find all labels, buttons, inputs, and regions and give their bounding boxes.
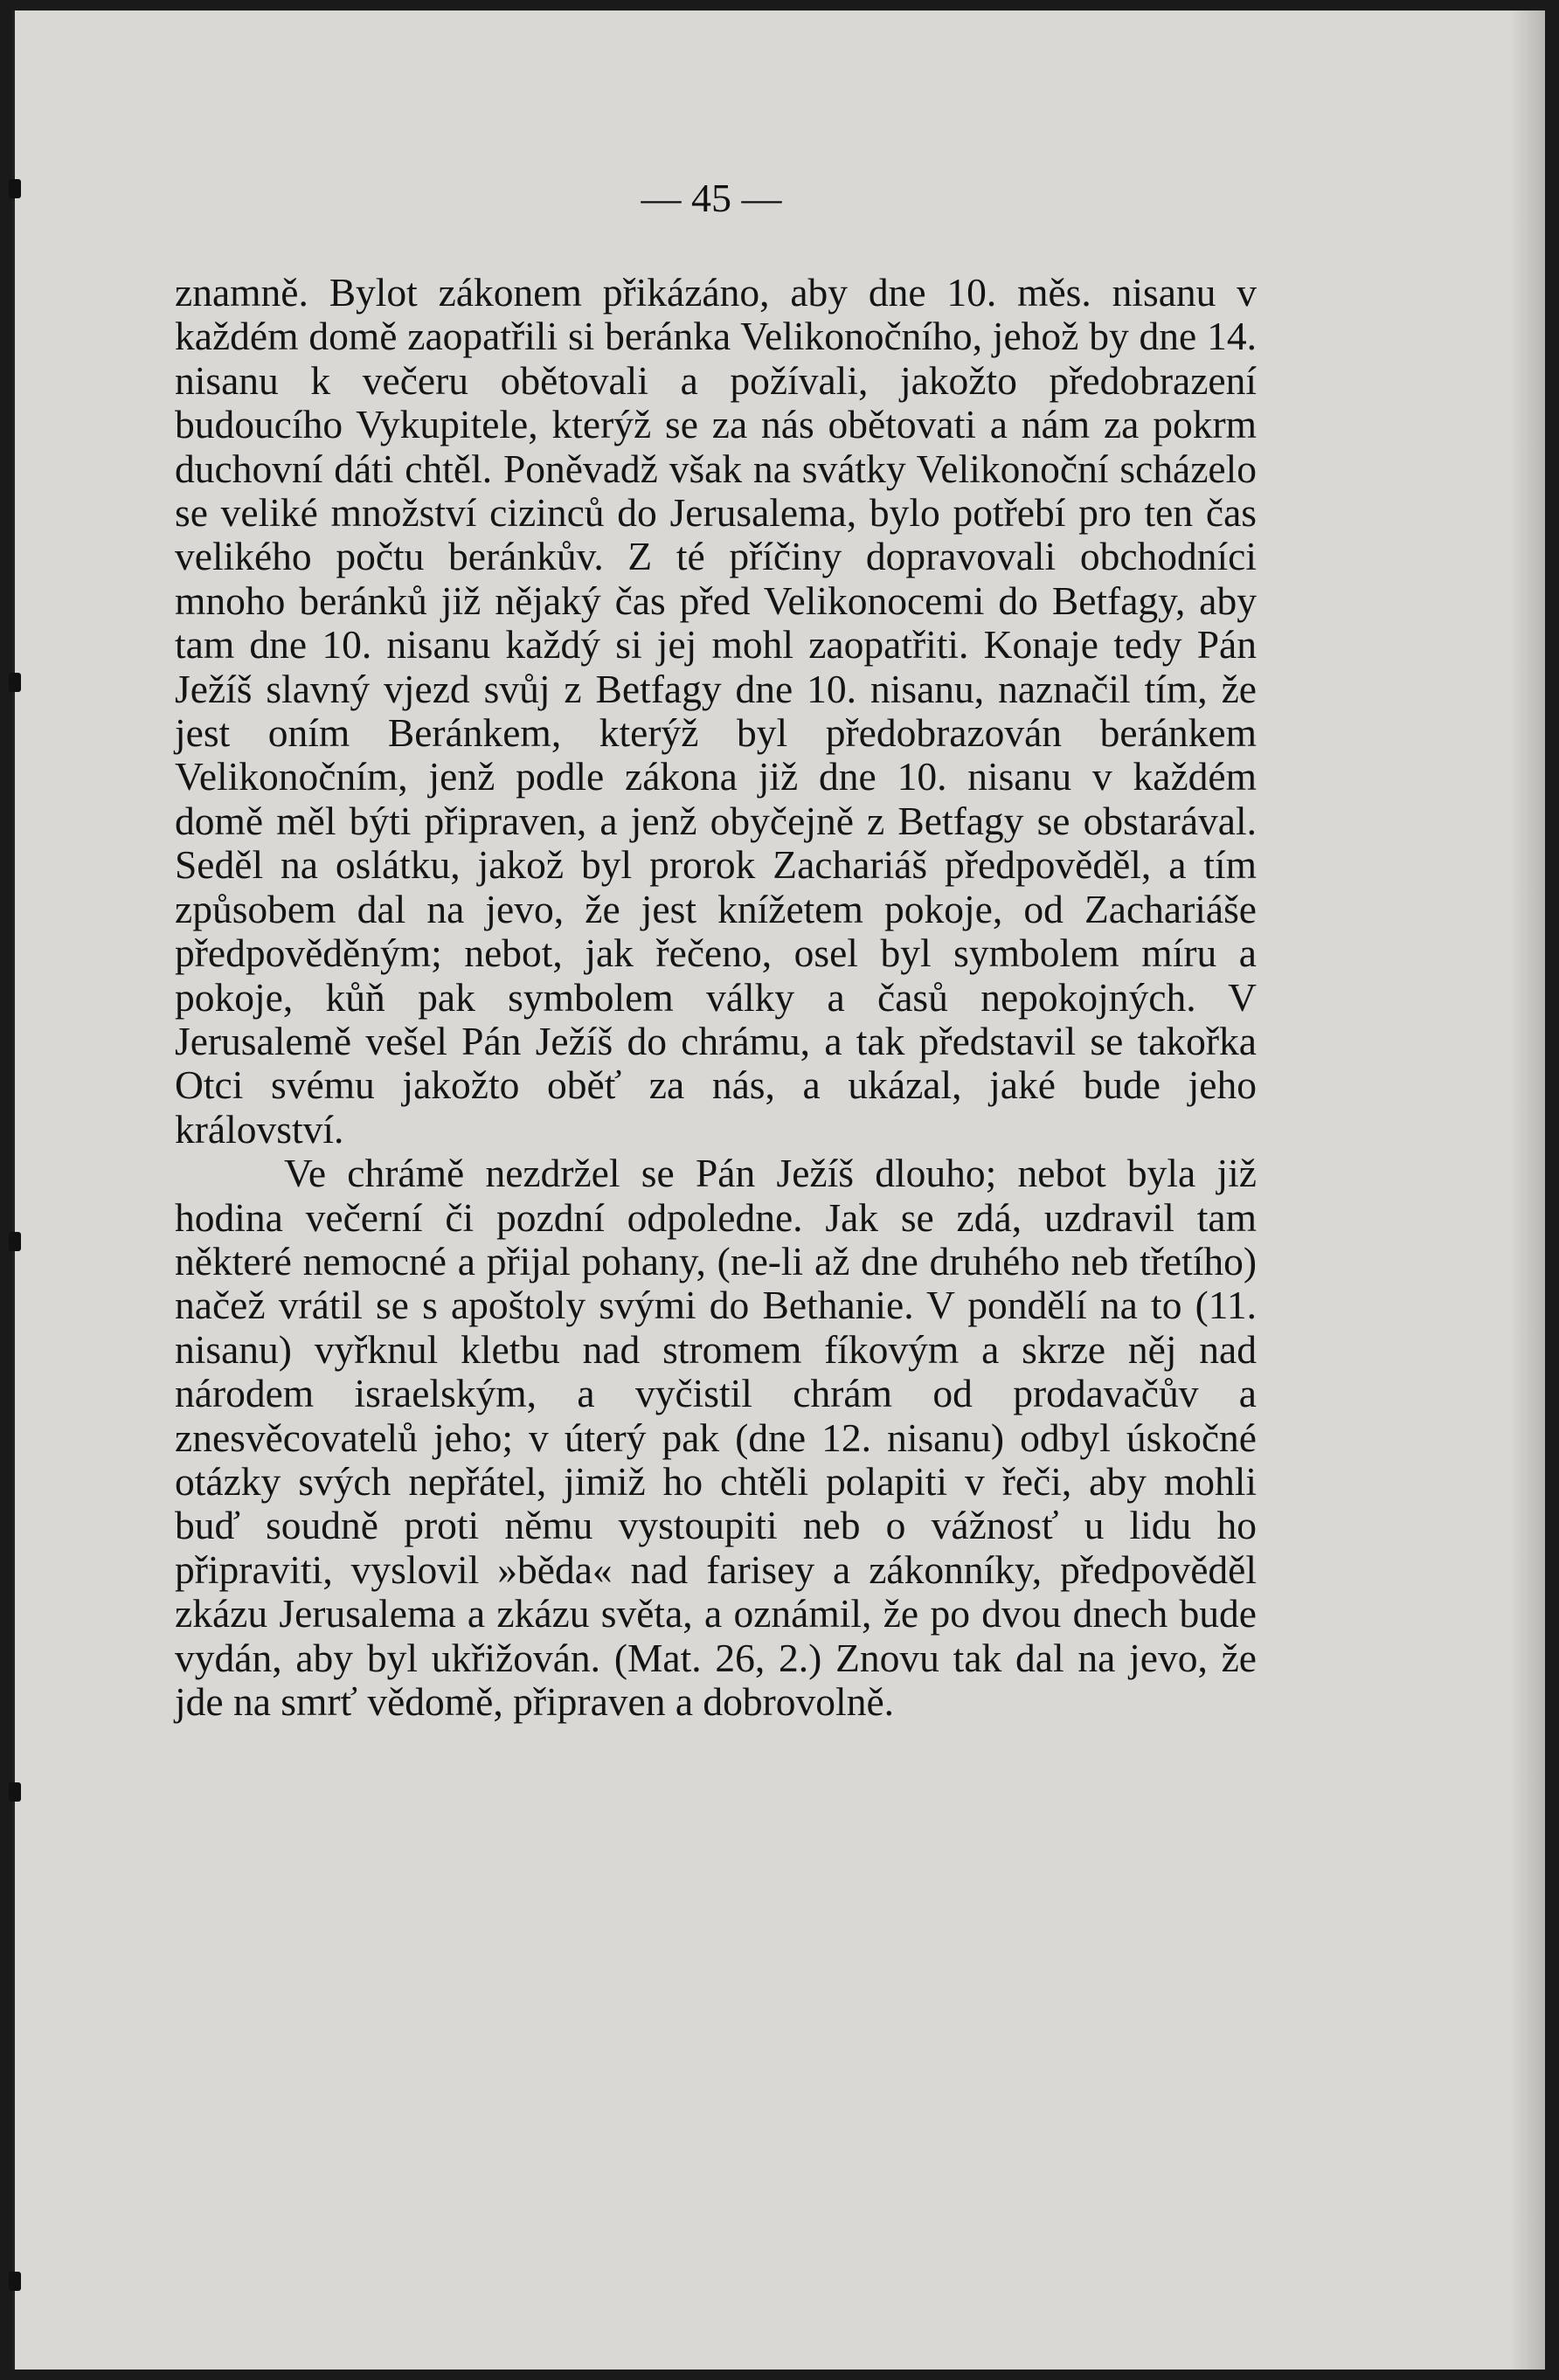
binding-mark [9, 2272, 21, 2291]
binding-edge [12, 10, 15, 2370]
paragraph-2: Ve chrámě nezdržel se Pán Ježíš dlouho; nebot byla již hodina večerní či pozdní odpoledne. Jak se zdá, uzdravil tam některé nemocné a přijal pohany, (ne-li až dne druhého neb třetího) načež vrátil se s apoštoly svými do Bethanie. V pondělí na to (11. nisanu) vyřknul kletbu nad stromem fíkovým a skrze něj nad národem israelským, a vyčistil chrám od prodavačův a znesvěcovatelů jeho; v úterý pak (dne 12. nisanu) odbyl úskočné otázky svých nepřátel, jimiž ho chtěli polapiti v řeči, aby mohli buď soudně proti němu vystoupiti neb o vážnosť u lidu ho připraviti, vyslovil »běda« nad farisey a zákonníky, předpověděl zkázu Jerusalema a zkázu světa, a oznámil, že po dvou dnech bude vydán, aby byl ukřižován. (Mat. 26, 2.) Znovu tak dal na jevo, že jde na smrť vědomě, připraven a dobrovolně. [175, 1151, 1257, 1724]
page-number: — 45 — [641, 176, 782, 220]
binding-mark [9, 1232, 21, 1251]
binding-mark [9, 673, 21, 692]
binding-mark [9, 1782, 21, 1802]
paragraph-1: znamně. Bylot zákonem přikázáno, aby dne 10. měs. nisanu v každém domě zaopatřili si beránka Velikonočního, jehož by dne 14. nisanu k večeru obětovali a požívali, jakožto předobrazení budoucího Vykupitele, kterýž se za nás obětovati a nám za pokrm duchovní dáti chtěl. Poněvadž však na svátky Velikonoční scházelo se veliké množství cizinců do Jerusalema, bylo potřebí pro ten čas velikého počtu beránkův. Z té příčiny dopravovali obchodníci mnoho beránků již nějaký čas před Velikonocemi do Betfagy, aby tam dne 10. nisanu každý si jej mohl zaopatřiti. Konaje tedy Pán Ježíš slavný vjezd svůj z Betfagy dne 10. nisanu, naznačil tím, že jest oním Beránkem, kterýž byl předobrazován beránkem Velikonočním, jenž podle zákona již dne 10. nisanu v každém domě měl býti připraven, a jenž obyčejně z Betfagy se obstarával. Seděl na oslátku, jakož byl prorok Zachariáš předpověděl, a tím způsobem dal na jevo, že jest knížetem pokoje, od Zachariáše předpověděným; nebot, jak řečeno, osel byl symbolem míru a pokoje, kůň pak symbolem války a časů nepokojných. V Jerusalemě vešel Pán Ježíš do chrámu, a tak představil se takořka Otci svému jakožto oběť za nás, a ukázal, jaké bude jeho království. [175, 270, 1257, 1152]
binding-mark [9, 179, 21, 198]
body-text [175, 271, 1257, 1724]
book-page [12, 10, 1545, 2370]
